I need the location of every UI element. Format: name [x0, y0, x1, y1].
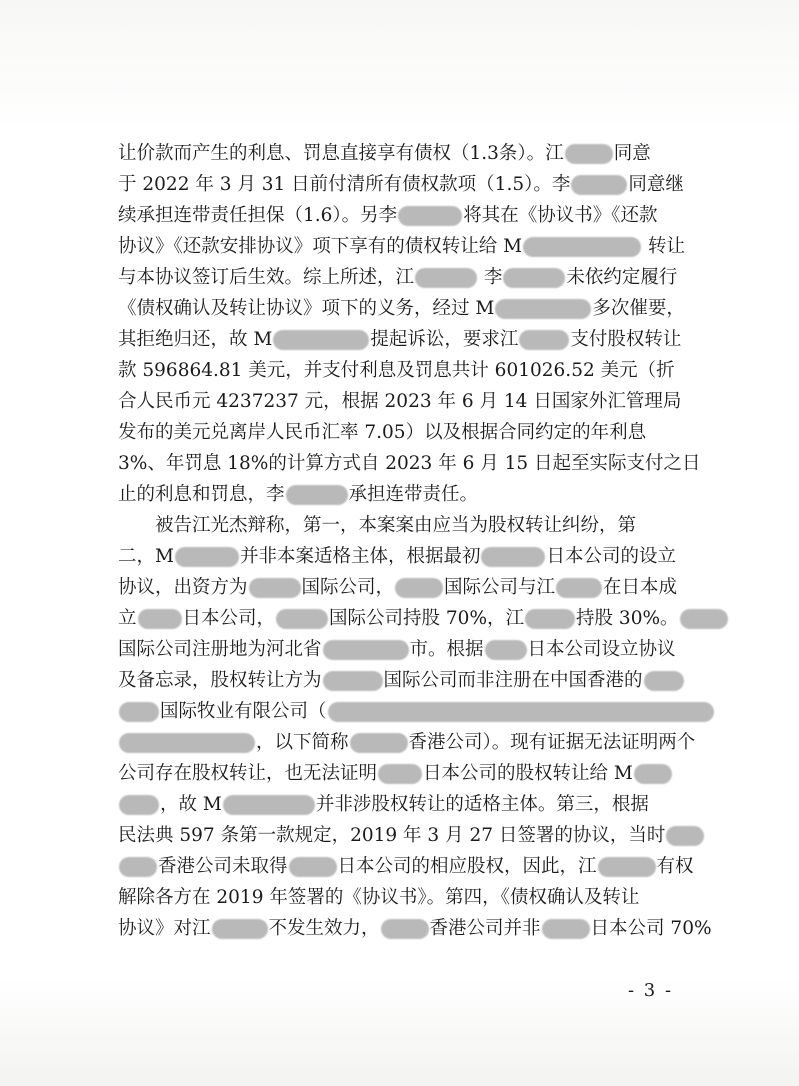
text-segment: 香港公司并非: [429, 918, 541, 939]
text-line: [118, 820, 718, 851]
redaction-mark: [481, 547, 545, 567]
text-line: [118, 293, 718, 324]
text-segment: 二，M: [118, 546, 174, 567]
text-line: [118, 665, 718, 696]
redaction-mark: [666, 826, 704, 846]
text-line: [118, 789, 718, 820]
redaction-mark: [223, 795, 315, 815]
redaction-mark: [119, 857, 157, 877]
redaction-mark: [212, 919, 268, 939]
redaction-mark: [249, 578, 301, 598]
redaction-mark: [119, 795, 159, 815]
document-body: [118, 138, 718, 944]
text-segment: 日本公司的相应股权，因此，江: [337, 856, 597, 877]
text-segment: 支付股权转让: [570, 329, 682, 350]
text-segment: 国际公司，: [301, 577, 395, 598]
redaction-mark: [328, 702, 714, 722]
text-segment: 协议》对江: [118, 918, 211, 939]
text-segment: 3%、年罚息 18%的计算方式自 2023 年 6 月 15 日起至实际支付之日: [118, 453, 701, 474]
text-segment: 将其在《协议书》《还款: [463, 205, 658, 226]
redaction-mark: [398, 206, 462, 226]
text-segment: ，以下简称: [256, 732, 349, 753]
redaction-mark: [485, 640, 527, 660]
text-line: [118, 882, 718, 913]
text-segment: 李: [478, 267, 503, 288]
text-line: [118, 758, 718, 789]
redaction-mark: [381, 919, 429, 939]
text-line: [118, 448, 718, 479]
redaction-mark: [378, 764, 422, 784]
text-line: [118, 324, 718, 355]
text-segment: 国际牧业有限公司（: [160, 701, 327, 722]
text-segment: 日本公司的设立: [546, 546, 676, 567]
redaction-mark: [395, 578, 443, 598]
text-line: [118, 696, 718, 727]
text-line: [118, 262, 718, 293]
text-line: [118, 603, 718, 634]
text-segment: 日本公司的股权转让给 M: [423, 763, 633, 784]
redaction-mark: [138, 609, 182, 629]
text-segment: 续承担连带责任担保（1.6）。另李: [118, 205, 398, 226]
text-segment: 香港公司）。现有证据无法证明两个: [408, 732, 696, 753]
text-segment: 同意继: [628, 174, 684, 195]
text-line: [118, 572, 718, 603]
text-line: [118, 727, 718, 758]
redaction-mark: [542, 919, 590, 939]
text-segment: 持股 30%。: [576, 608, 679, 629]
text-segment: 被告江光杰辩称，第一，本案案由应当为股权转让纠纷，第: [155, 515, 637, 536]
text-segment: 协议，出资方为: [118, 577, 248, 598]
redaction-mark: [289, 857, 337, 877]
text-line: [118, 169, 718, 200]
text-line: [118, 913, 718, 944]
text-segment: 止的利息和罚息，李: [118, 484, 285, 505]
redaction-mark: [323, 671, 383, 691]
text-segment: 提起诉讼，要求江: [370, 329, 519, 350]
text-line: [118, 355, 718, 386]
text-segment: 并非本案适格主体，根据最初: [239, 546, 481, 567]
redaction-mark: [286, 485, 348, 505]
redaction-mark: [644, 671, 684, 691]
text-segment: 在日本成: [603, 577, 678, 598]
text-line: [118, 851, 718, 882]
text-line: [118, 200, 718, 231]
text-segment: 《债权确认及转让协议》项下的义务，经过 M: [118, 298, 495, 319]
text-segment: 国际公司注册地为河北省: [118, 639, 322, 660]
redaction-mark: [634, 764, 672, 784]
redaction-mark: [565, 144, 613, 164]
text-segment: ，故 M: [160, 794, 222, 815]
redaction-mark: [119, 733, 255, 753]
text-line: [118, 541, 718, 572]
text-segment: 多次催要，: [592, 298, 685, 319]
text-segment: 转让: [642, 236, 685, 257]
redaction-mark: [680, 609, 728, 629]
text-segment: 合人民币元 4237237 元，根据 2023 年 6 月 14 日国家外汇管理局: [118, 391, 682, 412]
text-segment: 国际公司而非注册在中国香港的: [383, 670, 643, 691]
text-segment: 香港公司未取得: [158, 856, 288, 877]
text-line: [118, 417, 718, 448]
text-segment: 日本公司，: [182, 608, 276, 629]
text-line: [118, 510, 718, 541]
redaction-mark: [556, 578, 602, 598]
redaction-mark: [276, 609, 328, 629]
text-segment: 与本协议签订后生效。综上所述，江: [118, 267, 415, 288]
text-segment: 于 2022 年 3 月 31 日前付清所有债权款项（1.5）。李: [118, 174, 571, 195]
text-segment: 及备忘录，股权转让方为: [118, 670, 322, 691]
text-line: [118, 231, 718, 262]
text-segment: 国际公司持股 70%，江: [329, 608, 525, 629]
text-segment: 国际公司与江: [444, 577, 556, 598]
text-segment: 承担连带责任。: [348, 484, 479, 505]
redaction-mark: [273, 330, 369, 350]
text-segment: 其拒绝归还，故 M: [118, 329, 273, 350]
text-segment: 市。根据: [409, 639, 484, 660]
text-line: [118, 479, 718, 510]
text-segment: 公司存在股权转让，也无法证明: [118, 763, 378, 784]
text-segment: 不发生效力，: [268, 918, 380, 939]
redaction-mark: [175, 547, 239, 567]
redaction-mark: [495, 299, 591, 319]
redaction-mark: [415, 268, 477, 288]
text-line: [118, 386, 718, 417]
redaction-mark: [323, 640, 409, 660]
text-line: [118, 634, 718, 665]
text-segment: 并非涉股权转让的适格主体。第三，根据: [315, 794, 649, 815]
text-segment: 发布的美元兑离岸人民币汇率 7.05）以及根据合同约定的年利息: [118, 422, 647, 443]
text-segment: 解除各方在 2019 年签署的《协议书》。第四，《债权确认及转让: [118, 887, 640, 908]
text-segment: 立: [118, 608, 137, 629]
redaction-mark: [571, 175, 627, 195]
redaction-mark: [119, 702, 159, 722]
text-segment: 未依约定履行: [566, 267, 678, 288]
text-segment: 民法典 597 条第一款规定，2019 年 3 月 27 日签署的协议，当时: [118, 825, 666, 846]
text-segment: 款 596864.81 美元，并支付利息及罚息共计 601026.52 美元（折: [118, 360, 675, 381]
redaction-mark: [503, 268, 565, 288]
redaction-mark: [525, 609, 575, 629]
text-segment: 同意: [613, 143, 651, 164]
redaction-mark: [598, 857, 656, 877]
text-segment: 日本公司 70%: [590, 918, 712, 939]
text-segment: 日本公司设立协议: [527, 639, 676, 660]
text-segment: 协议》《还款安排协议》项下享有的债权转让给 M: [118, 236, 523, 257]
text-segment: 让价款而产生的利息、罚息直接享有债权（1.3条）。江: [118, 143, 564, 164]
text-line: [118, 138, 718, 169]
redaction-mark: [519, 330, 569, 350]
redaction-mark: [350, 733, 408, 753]
text-segment: 有权: [656, 856, 694, 877]
page-number: - 3 -: [628, 980, 674, 1001]
redaction-mark: [523, 237, 641, 257]
